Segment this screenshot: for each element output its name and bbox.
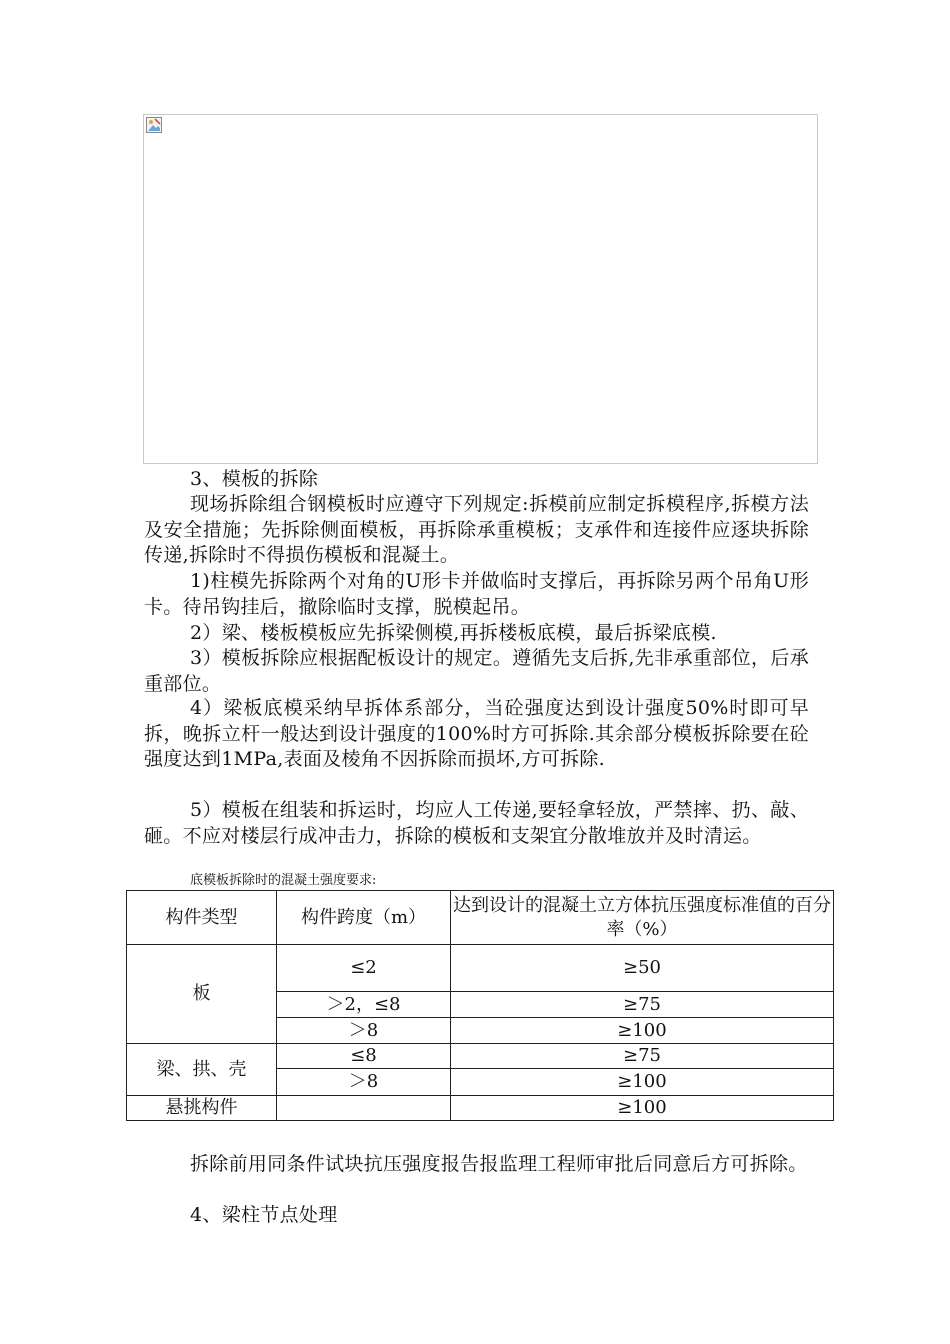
image-placeholder [143, 114, 818, 464]
span-cell [277, 1096, 451, 1121]
after-table-paragraph: 拆除前用同条件试块抗压强度报告报监理工程师审批后同意后方可拆除。 [190, 1153, 808, 1175]
strength-cell: ≥100 [451, 1069, 834, 1096]
strength-cell: ≥100 [451, 1018, 834, 1044]
strength-cell: ≥100 [451, 1096, 834, 1121]
type-cell: 板 [127, 945, 277, 1044]
header-span: 构件跨度（m） [277, 891, 451, 945]
type-cell: 悬挑构件 [127, 1096, 277, 1121]
span-cell: ≤8 [277, 1044, 451, 1069]
strength-cell: ≥50 [451, 945, 834, 992]
list-item-2: 2）梁、楼板模板应先拆梁侧模,再拆楼板底模，最后拆梁底模. [190, 622, 717, 644]
header-type: 构件类型 [127, 891, 277, 945]
strength-requirements-table [126, 890, 834, 1121]
section-heading-3: 3、模板的拆除 [190, 468, 319, 490]
broken-image-icon [146, 117, 162, 133]
span-cell: ＞8 [277, 1018, 451, 1044]
list-item-1: 1)柱模先拆除两个对角的U形卡并做临时支撑后，再拆除另两个吊角U形卡。待吊钩挂后，撤除临时支撑，脱模起吊。 [144, 570, 809, 618]
list-item-3: 3）模板拆除应根据配板设计的规定。遵循先支后拆,先非承重部位，后承重部位。 [144, 647, 809, 695]
header-strength: 达到设计的混凝土立方体抗压强度标准值的百分率（%） [451, 891, 834, 945]
intro-paragraph: 现场拆除组合钢模板时应遵守下列规定:拆模前应制定拆模程序,拆模方法及安全措施；先拆除侧面模板，再拆除承重模板；支承件和连接件应逐块拆除传递,拆除时不得损伤模板和混凝土。 [144, 493, 809, 566]
span-cell: ≤2 [277, 945, 451, 992]
section-heading-4: 4、梁柱节点处理 [190, 1204, 338, 1226]
strength-cell: ≥75 [451, 1044, 834, 1069]
span-cell: ＞2，≤8 [277, 992, 451, 1018]
strength-cell: ≥75 [451, 992, 834, 1018]
list-item-5: 5）模板在组装和拆运时，均应人工传递,要轻拿轻放，严禁摔、扔、敲、砸。不应对楼层行成冲击力，拆除的模板和支架宜分散堆放并及时清运。 [144, 799, 809, 847]
table-caption: 底模板拆除时的混凝土强度要求: [190, 873, 377, 888]
type-cell: 梁、拱、壳 [127, 1044, 277, 1096]
list-item-4: 4）梁板底模采纳早拆体系部分，当砼强度达到设计强度50%时即可早拆，晚拆立杆一般达到设计强度的100%时方可拆除.其余部分模板拆除要在砼强度达到1MPa,表面及棱角不因拆除而损坏,方可拆除. [144, 697, 809, 770]
span-cell: ＞8 [277, 1069, 451, 1096]
